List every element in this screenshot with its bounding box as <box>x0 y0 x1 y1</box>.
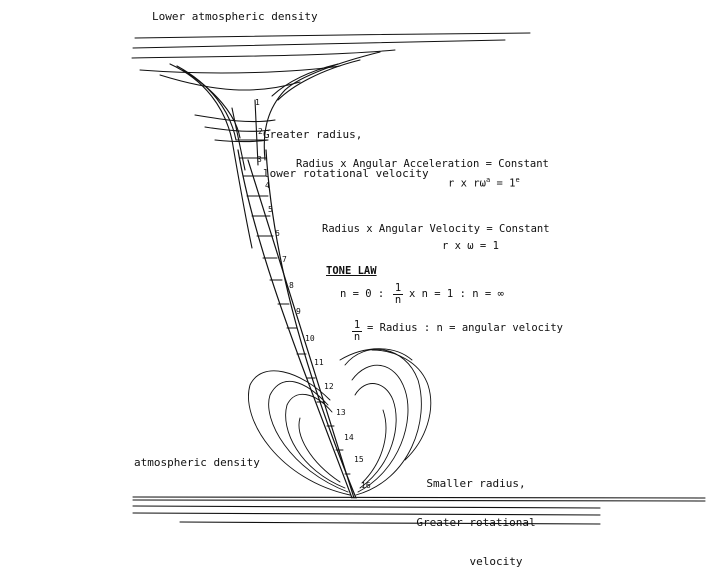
tone-law-fraction <box>393 283 403 306</box>
smaller-radius-line3: velocity <box>469 555 523 568</box>
label-smaller-radius <box>412 451 540 581</box>
greater-radius-line2: lower rotational velocity <box>263 167 429 180</box>
label-greater-radius <box>263 102 429 193</box>
tone-law-frac-num: 1 <box>394 282 402 294</box>
segment-number: 9 <box>296 307 301 316</box>
segment-number: 14 <box>344 433 354 442</box>
segment-number: 5 <box>268 205 273 214</box>
equation-angular-velocity: Radius x Angular Velocity = Constant <box>322 223 550 235</box>
segment-number: 7 <box>282 255 287 264</box>
formula1-sup-a: a <box>485 176 491 184</box>
segment-number: 13 <box>336 408 346 417</box>
tone-law-eq-right: x n = 1 : n = ∞ <box>409 288 504 300</box>
tone-law-title: TONE LAW <box>326 265 377 277</box>
formula-angular-velocity: r x ω = 1 <box>442 240 499 252</box>
equation-angular-acceleration: Radius x Angular Acceleration = Constant <box>296 158 549 170</box>
formula-angular-acceleration <box>448 174 520 191</box>
segment-number: 15 <box>354 455 364 464</box>
smaller-radius-line1: Smaller radius, <box>426 477 526 490</box>
tone-law-eq-left: n = 0 : <box>340 288 385 300</box>
segment-number: 12 <box>324 382 334 391</box>
formula1-sup-e: e <box>515 176 520 184</box>
segment-number: 16 <box>361 481 371 490</box>
segment-number: 8 <box>289 281 294 290</box>
segment-number: 2 <box>258 127 263 136</box>
greater-radius-line1: Greater radius, <box>263 128 363 141</box>
segment-number: 6 <box>275 229 280 238</box>
segment-number: 4 <box>265 181 270 190</box>
segment-number: 3 <box>257 155 262 164</box>
smaller-radius-line2: Greater rotational <box>416 516 536 529</box>
label-atmospheric-density: atmospheric density <box>134 456 260 469</box>
funnel-walls <box>238 150 356 498</box>
debris-swirl <box>248 349 430 495</box>
formula1-prefix: r x rω <box>448 177 486 190</box>
definition-text: = Radius : n = angular velocity <box>367 322 563 334</box>
definition-fraction <box>352 320 362 343</box>
tone-law-frac-den: n <box>394 294 402 306</box>
upper-strata-lines <box>132 33 530 90</box>
def-frac-den: n <box>353 331 361 343</box>
formula1-mid: = 1 <box>490 177 516 190</box>
label-lower-atmospheric-density: Lower atmospheric density <box>152 10 318 23</box>
def-frac-num: 1 <box>353 319 361 331</box>
segment-number: 1 <box>255 98 260 107</box>
segment-number: 11 <box>314 358 324 367</box>
segment-number: 10 <box>305 334 315 343</box>
